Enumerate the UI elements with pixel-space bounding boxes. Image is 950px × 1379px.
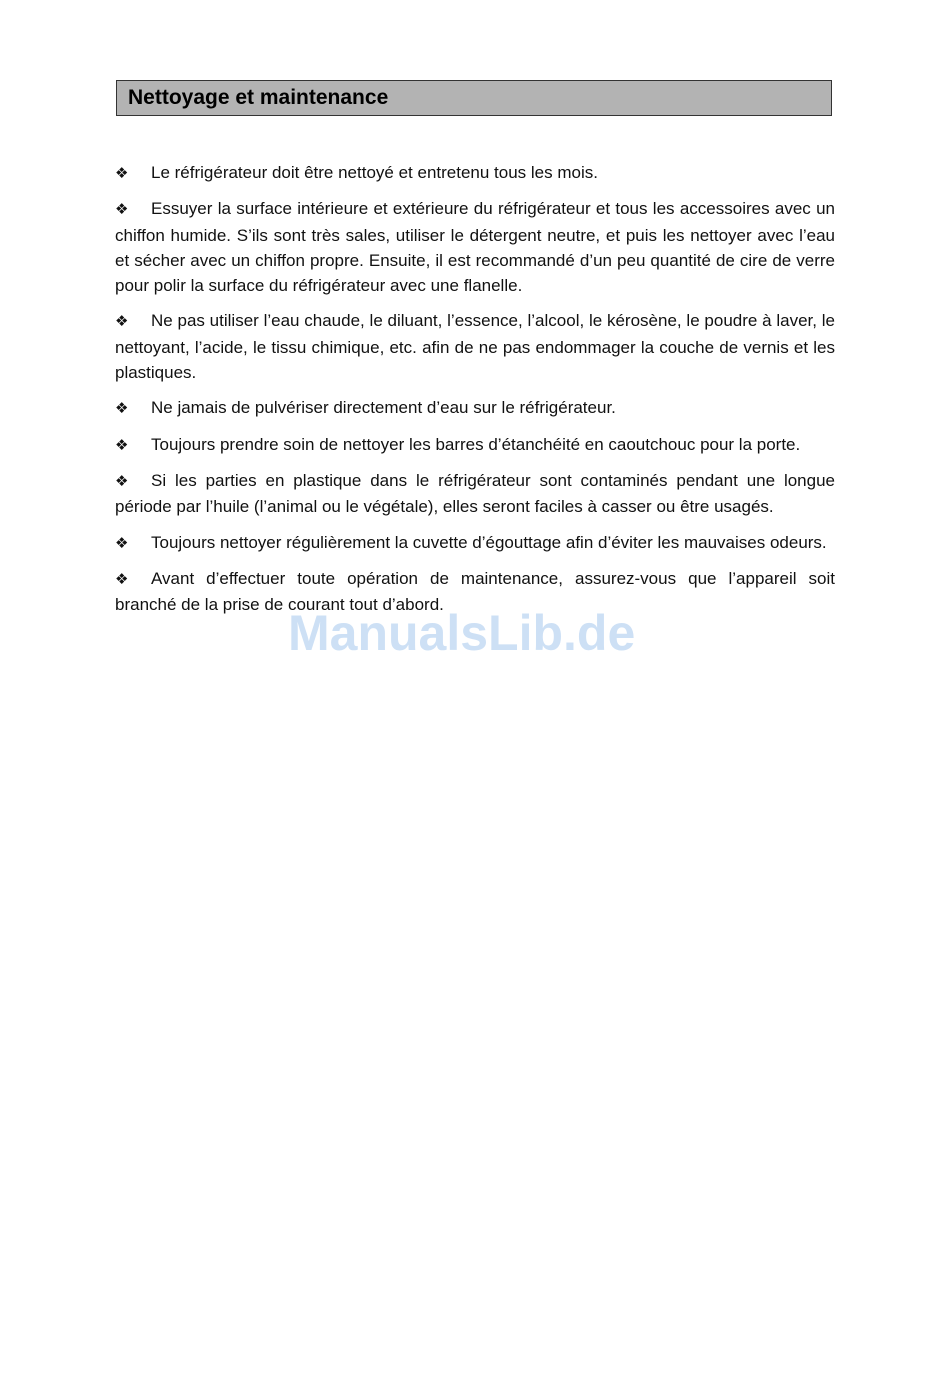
diamond-bullet-icon: ❖ bbox=[115, 533, 129, 552]
section-header bbox=[116, 80, 832, 116]
diamond-bullet-icon: ❖ bbox=[115, 569, 129, 588]
diamond-bullet-icon: ❖ bbox=[115, 435, 129, 454]
list-item-text: Ne pas utiliser l’eau chaude, le diluant, l’essence, l’alcool, le kérosène, le poudre à laver, le nettoyant, l’acide, le tissu chimique, etc. afin de ne pas endommager la couche de vernis et les plastiques. bbox=[115, 311, 835, 383]
diamond-bullet-icon: ❖ bbox=[115, 399, 129, 418]
diamond-bullet-icon: ❖ bbox=[115, 164, 129, 182]
list-item bbox=[115, 196, 835, 298]
list-item bbox=[115, 530, 850, 556]
list-item bbox=[115, 432, 835, 458]
list-item-text: Si les parties en plastique dans le réfrigérateur sont contaminés pendant une longue période par l’huile (l’animal ou le végétale), elles seront faciles à casser ou être usagés. bbox=[115, 470, 835, 517]
list-item bbox=[115, 160, 835, 186]
list-item bbox=[115, 566, 835, 618]
diamond-bullet-icon: ❖ bbox=[115, 200, 129, 219]
list-item-text: Toujours nettoyer régulièrement la cuvette d’égouttage afin d’éviter les mauvaises odeurs. bbox=[151, 532, 827, 552]
list-item-text: Toujours prendre soin de nettoyer les barres d’étanchéité en caoutchouc pour la porte. bbox=[151, 434, 801, 454]
list-item-text: Essuyer la surface intérieure et extérieure du réfrigérateur et tous les accessoires avec un chiffon humide. S’ils sont très sales, utiliser le détergent neutre, et puis les nettoyer avec l’eau et sécher avec un chiffon propre. Ensuite, il est recommandé d’un peu quantité de cire de verre pour polir la surface du réfrigérateur avec une flanelle. bbox=[115, 199, 835, 296]
list-item-text: Avant d’effectuer toute opération de maintenance, assurez-vous que l’appareil soit branché de la prise de courant tout d’abord. bbox=[115, 568, 835, 615]
list-item-text: Ne jamais de pulvériser directement d’eau sur le réfrigérateur. bbox=[151, 398, 616, 418]
maintenance-list bbox=[115, 160, 835, 627]
diamond-bullet-icon: ❖ bbox=[115, 471, 129, 490]
list-item bbox=[115, 308, 835, 385]
section-title: Nettoyage et maintenance bbox=[128, 86, 389, 109]
list-item bbox=[115, 395, 835, 421]
list-item bbox=[115, 468, 835, 520]
list-item-text: Le réfrigérateur doit être nettoyé et entretenu tous les mois. bbox=[151, 163, 598, 182]
diamond-bullet-icon: ❖ bbox=[115, 312, 129, 331]
watermark: ManualsLib.de bbox=[288, 605, 636, 661]
